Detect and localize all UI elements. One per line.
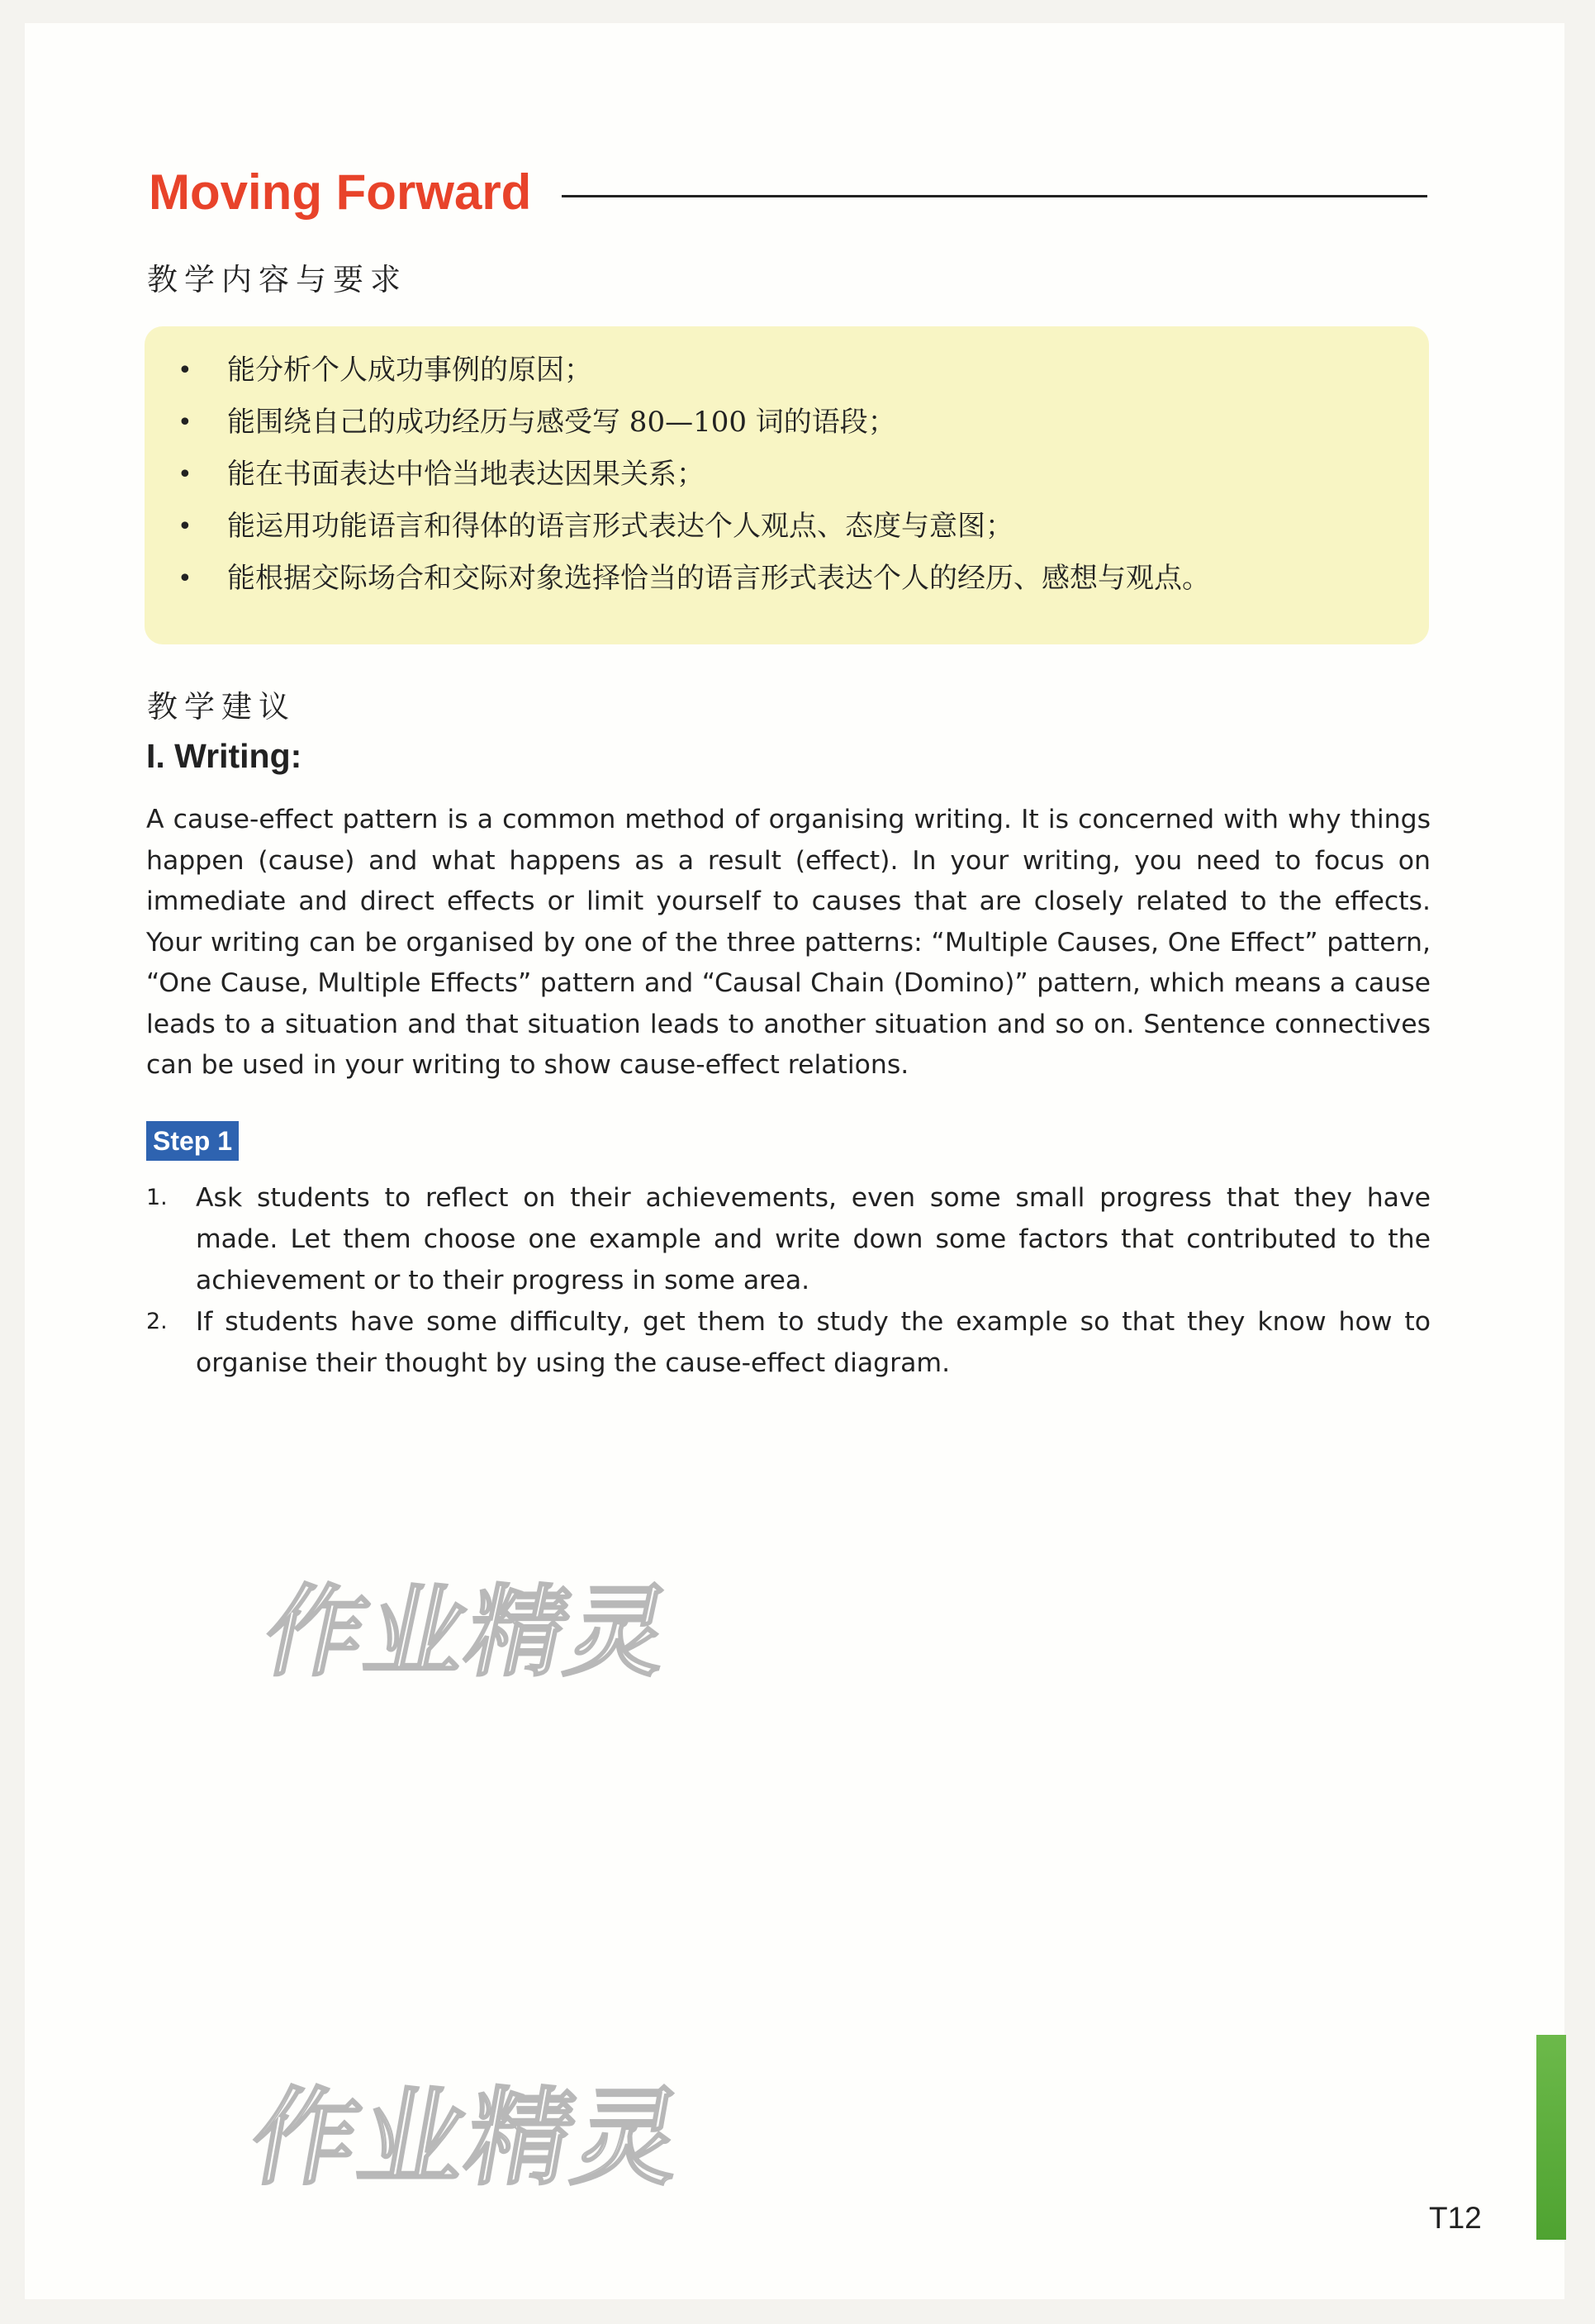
goal-item [178, 553, 1210, 605]
bullet: • [178, 460, 192, 489]
goals-list [178, 345, 1210, 605]
goal-item [178, 501, 1210, 553]
bullet: • [178, 356, 192, 385]
step-badge: Step 1 [146, 1121, 239, 1161]
page-number: T12 [1429, 2201, 1482, 2235]
writing-paragraph: A cause-effect pattern is a common method of organising writing. It is concerned with why things happen (cause) and what happens as a result (effect). In your writing, you need to focus on immediate and direct effects or limit yourself to causes that are closely related to the effects. Your writing can be organised by one of the three patterns: “Multiple Causes, One Effect” pattern, “One Cause, Multiple Effects” pattern and “Causal Chain (Domino)” pattern, which means a cause leads to a situation and that situation leads to another situation and so on. Sentence connectives can be used in your writing to show cause-effect relations. [146, 805, 1431, 1080]
title-row [149, 164, 1427, 230]
goal-text: 能围绕自己的成功经历与感受写 80—100 词的语段； [227, 406, 896, 439]
side-tab [1536, 2035, 1566, 2240]
step-list [146, 1177, 1431, 1384]
goal-text: 能运用功能语言和得体的语言形式表达个人观点、态度与意图； [227, 510, 1013, 543]
step-item [146, 1301, 1431, 1384]
goal-text: 能分析个人成功事例的原因； [227, 354, 592, 387]
watermark-logo: 作业精灵 [254, 1575, 682, 1690]
goal-text: 能在书面表达中恰当地表达因果关系； [227, 458, 705, 491]
goal-item [178, 345, 1210, 397]
watermark-logo: 作业精灵 [241, 2077, 694, 2200]
step-number: 1. [146, 1185, 168, 1210]
title-rule [562, 195, 1427, 197]
goal-item [178, 449, 1210, 501]
goal-item [178, 397, 1210, 449]
step-text: Ask students to reflect on their achievements, even some small progress that they have made. Let them choose one example and write down some factors that contributed to the achievement or to their progress in some area. [196, 1183, 1431, 1295]
writing-heading: I. Writing: [146, 737, 302, 775]
page-title: Moving Forward [149, 164, 532, 220]
bullet: • [178, 512, 192, 541]
step-text: If students have some difficulty, get them to study the example so that they know how to organise their thought by using the cause-effect diagram. [196, 1307, 1431, 1378]
section-heading-content-requirements: 教学内容与要求 [147, 262, 407, 297]
section-heading-teaching-suggestions: 教学建议 [147, 689, 296, 725]
goal-text: 能根据交际场合和交际对象选择恰当的语言形式表达个人的经历、感想与观点。 [227, 562, 1210, 595]
step-number: 2. [146, 1309, 168, 1334]
goals-box [145, 326, 1429, 644]
step-item [146, 1177, 1431, 1301]
bullet: • [178, 564, 192, 593]
bullet: • [178, 408, 192, 437]
